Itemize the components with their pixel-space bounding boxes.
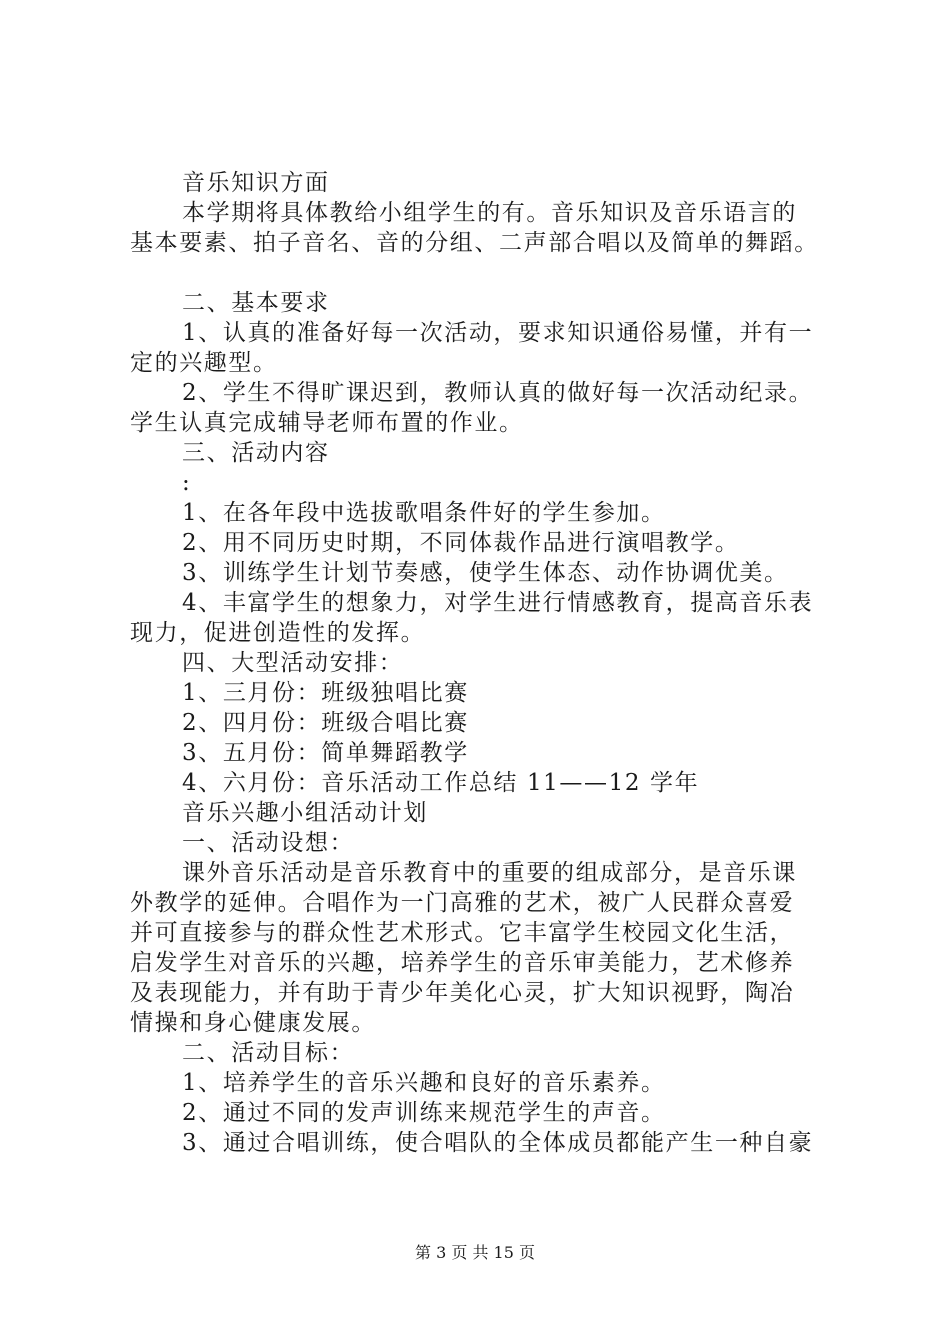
- text-line: 4、六月份：音乐活动工作总结 11——12 学年: [182, 770, 700, 796]
- text-line: 3、训练学生计划节奏感，使学生体态、动作协调优美。: [182, 560, 789, 586]
- text-line: 及表现能力，并有助于青少年美化心灵，扩大知识视野，陶冶: [130, 980, 795, 1006]
- text-line: 音乐兴趣小组活动计划: [182, 800, 428, 826]
- text-line: 2、四月份：班级合唱比赛: [182, 710, 469, 736]
- text-line: 情操和身心健康发展。: [130, 1010, 376, 1036]
- text-line: 学生认真完成辅导老师布置的作业。: [130, 410, 524, 436]
- text-line: 一、活动设想：: [182, 830, 355, 856]
- text-line: 2、用不同历史时期，不同体裁作品进行演唱教学。: [182, 530, 740, 556]
- text-line: 4、丰富学生的想象力，对学生进行情感教育，提高音乐表: [182, 590, 814, 616]
- text-line: 并可直接参与的群众性艺术形式。它丰富学生校园文化生活，: [130, 920, 795, 946]
- text-line: 3、五月份：简单舞蹈教学: [182, 740, 469, 766]
- text-line: 2、学生不得旷课迟到，教师认真的做好每一次活动纪录。: [182, 380, 814, 406]
- text-line: 3、通过合唱训练，使合唱队的全体成员都能产生一种自豪: [182, 1130, 814, 1156]
- text-line: 外教学的延伸。合唱作为一门高雅的艺术，被广人民群众喜爱: [130, 890, 795, 916]
- blank-line: [130, 258, 840, 288]
- text-line: 音乐知识方面: [182, 170, 330, 196]
- text-line: 启发学生对音乐的兴趣，培养学生的音乐审美能力，艺术修养: [130, 950, 795, 976]
- text-line: :: [182, 470, 192, 496]
- text-line: 二、基本要求: [182, 290, 330, 316]
- text-line: 课外音乐活动是音乐教育中的重要的组成部分，是音乐课: [182, 860, 797, 886]
- text-line: 二、活动目标：: [182, 1040, 355, 1066]
- text-line: 1、三月份：班级独唱比赛: [182, 680, 469, 706]
- text-line: 2、通过不同的发声训练来规范学生的声音。: [182, 1100, 666, 1126]
- text-line: 1、在各年段中选拔歌唱条件好的学生参加。: [182, 500, 666, 526]
- document-body: [130, 168, 840, 1158]
- page-footer: 第 3 页 共 15 页: [415, 1243, 535, 1262]
- text-line: 1、认真的准备好每一次活动，要求知识通俗易懂，并有一: [182, 320, 814, 346]
- text-line: 三、活动内容: [182, 440, 330, 466]
- text-line: 定的兴趣型。: [130, 350, 278, 376]
- text-line: 1、培养学生的音乐兴趣和良好的音乐素养。: [182, 1070, 666, 1096]
- text-line: 现力，促进创造性的发挥。: [130, 620, 426, 646]
- text-line: 四、大型活动安排：: [182, 650, 404, 676]
- text-line: 本学期将具体教给小组学生的有。音乐知识及音乐语言的: [182, 200, 797, 226]
- text-line: 基本要素、拍子音名、音的分组、二声部合唱以及简单的舞蹈。: [130, 230, 819, 256]
